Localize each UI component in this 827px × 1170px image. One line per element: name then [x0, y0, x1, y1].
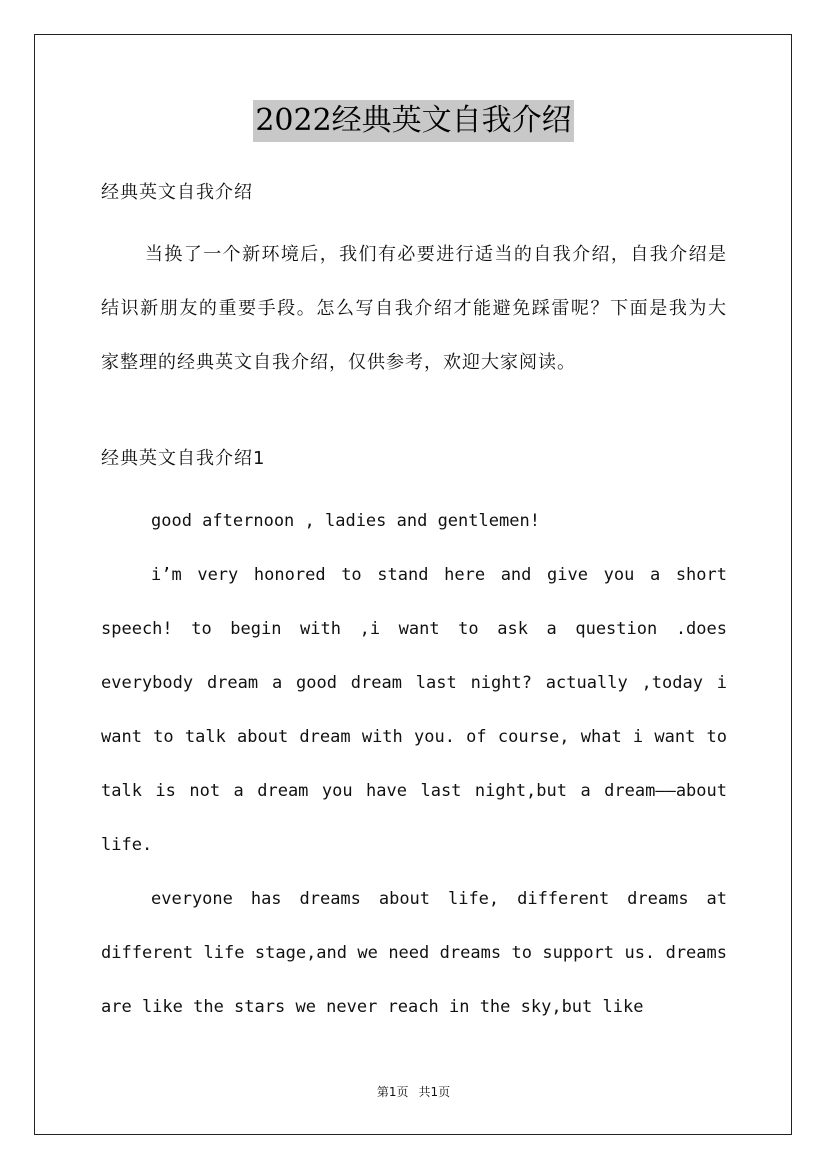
body-paragraph-2: i’m very honored to stand here and give you a short speech! to begin with ,i want to ask a question .does everybody dream a good dream last night? actually ,today i want to talk about dream with you. of course, what i want to talk is not a dream you have last night,but a dream——about life.: [101, 565, 727, 855]
title-container: [0, 100, 827, 142]
section-heading: 经典英文自我介绍1: [101, 448, 266, 469]
page-total: 共1页: [418, 1085, 451, 1099]
intro-paragraph: 当换了一个新环境后，我们有必要进行适当的自我介绍，自我介绍是结识新朋友的重要手段。怎么写自我介绍才能避免踩雷呢？下面是我为大家整理的经典英文自我介绍，仅供参考，欢迎大家阅读。: [101, 244, 727, 373]
page-number: 第1页: [376, 1085, 409, 1099]
body-paragraph-1: good afternoon , ladies and gentlemen!: [151, 511, 540, 531]
document-title: 2022经典英文自我介绍: [253, 100, 573, 142]
subheading: 经典英文自我介绍: [101, 182, 253, 203]
page-footer: [0, 1083, 827, 1100]
body-paragraph-3: everyone has dreams about life, different dreams at different life stage,and we need dreams to support us. dreams are like the stars we never reach in the sky,but like: [101, 889, 727, 1017]
document-body: [101, 176, 727, 1034]
spacer: [101, 390, 727, 442]
